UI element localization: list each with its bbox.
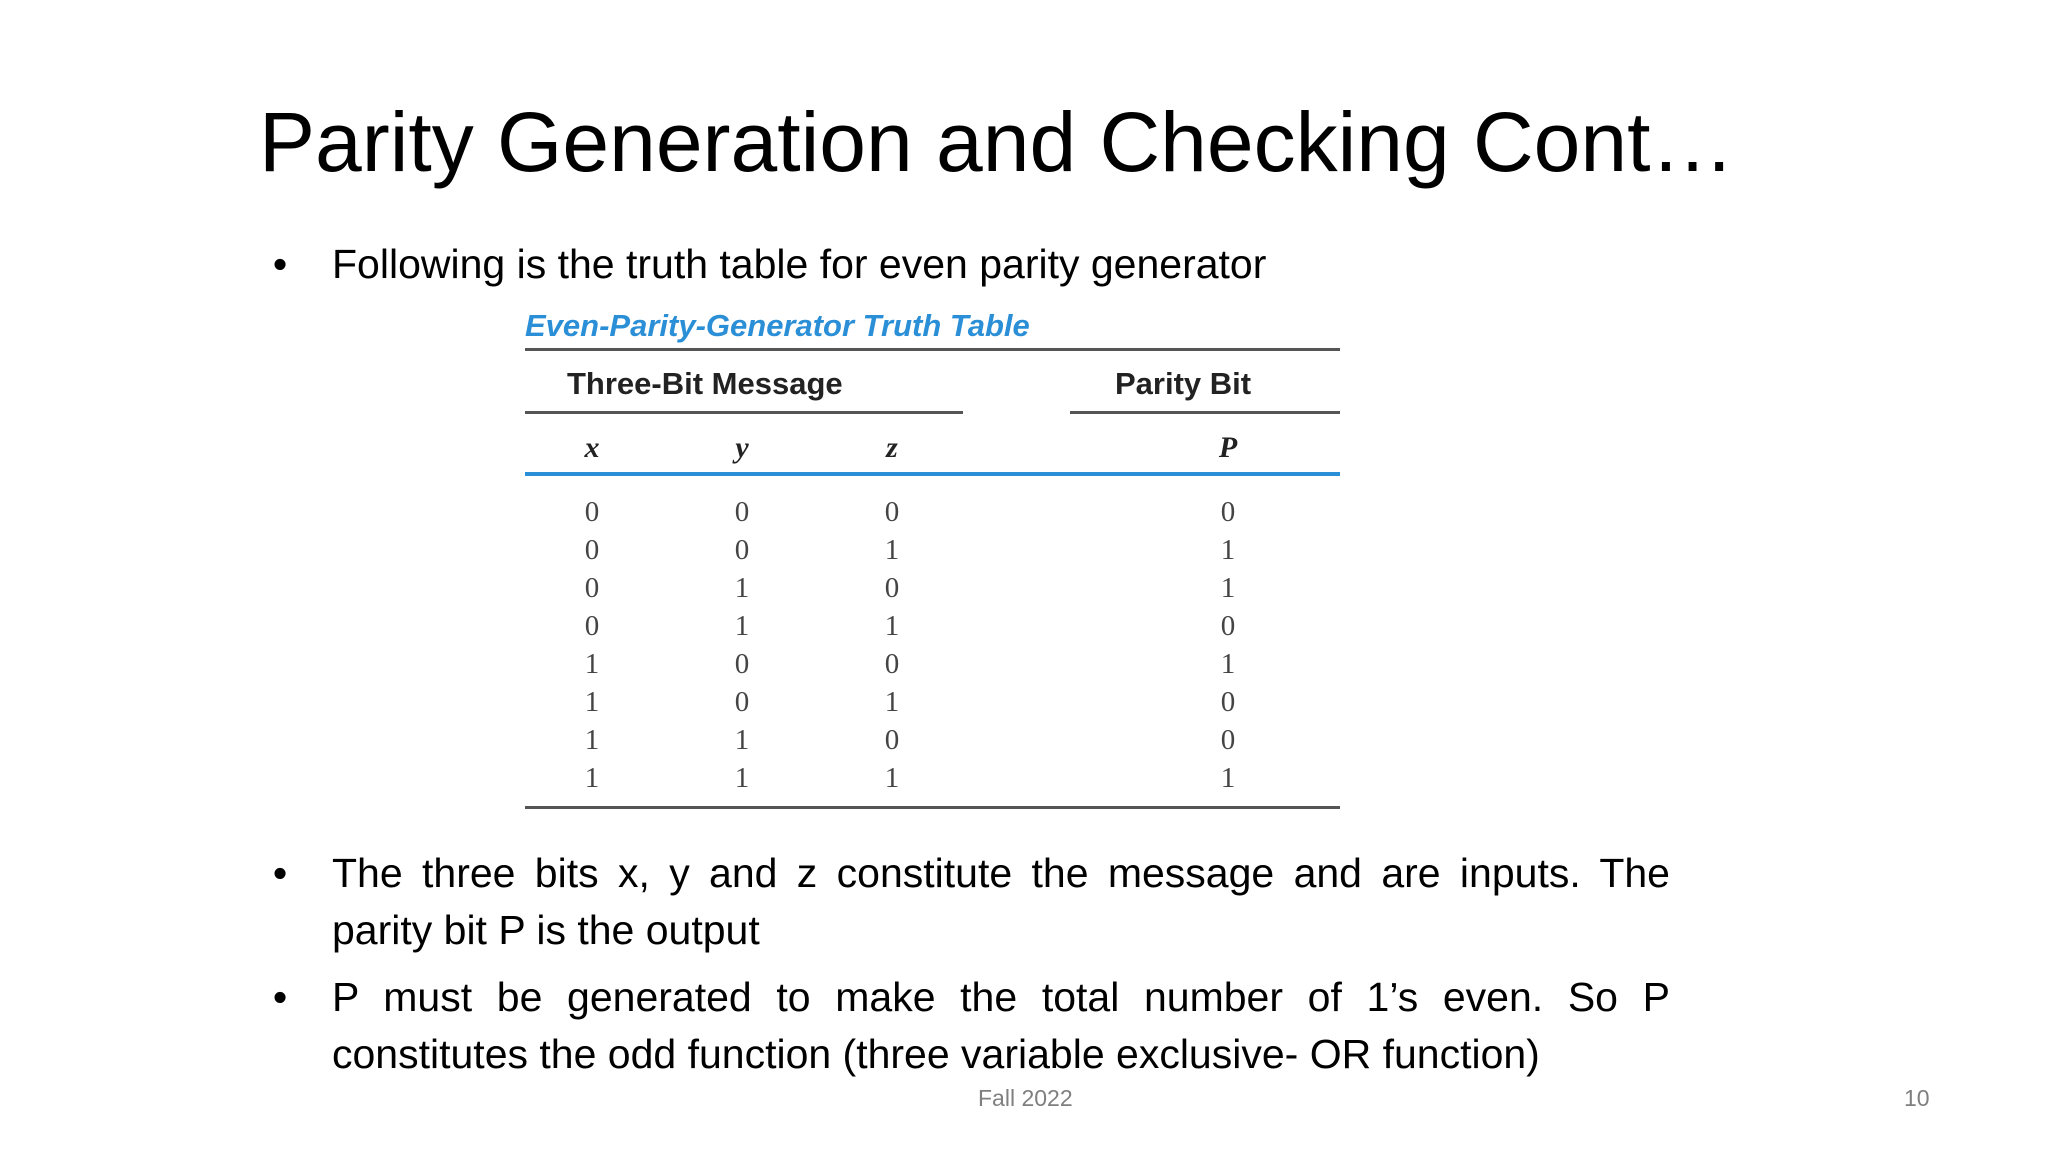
column-header-x: x (584, 431, 600, 464)
slide-number: 10 (1904, 1085, 1930, 1111)
table-cell: 0 (734, 534, 750, 566)
column-header-p: P (1218, 431, 1238, 464)
table-cell: 1 (584, 648, 600, 680)
table-cell: 0 (884, 648, 900, 680)
bullet-text: The three bits x, y and z constitute the message and are inputs. The parity bit P is the output (332, 850, 1670, 953)
bullet-text: P must be generated to make the total number of 1’s even. So P constitutes the odd function (three variable exclusive- OR function) (332, 974, 1670, 1077)
slide-title: Parity Generation and Checking Cont… (259, 95, 1735, 189)
table-cell: 0 (1220, 686, 1236, 718)
column-header-y: y (735, 431, 749, 464)
table-header-rule (525, 472, 1340, 476)
bullet-dot: • (272, 241, 288, 287)
table-cell: 0 (734, 686, 750, 718)
table-cell: 1 (1220, 534, 1236, 566)
table-top-rule (525, 348, 1340, 351)
parity-group-header: Parity Bit (1115, 366, 1252, 401)
table-cell: 0 (1220, 724, 1236, 756)
table-cell: 1 (1220, 648, 1236, 680)
table-cell: 0 (734, 648, 750, 680)
table-cell: 1 (884, 686, 900, 718)
parity-header-rule (1070, 411, 1340, 414)
table-cell: 0 (584, 610, 600, 642)
table-cell: 1 (1220, 572, 1236, 604)
table-cell: 1 (884, 610, 900, 642)
bullet-dot: • (272, 850, 288, 896)
message-header-rule (525, 411, 963, 414)
footer-term: Fall 2022 (978, 1085, 1073, 1111)
table-cell: 0 (884, 572, 900, 604)
truth-table (525, 300, 1340, 820)
table-cell: 0 (584, 496, 600, 528)
table-cell: 1 (734, 572, 750, 604)
table-cell: 0 (1220, 610, 1236, 642)
bullet-text: Following is the truth table for even parity generator (332, 241, 1267, 287)
table-cell: 0 (884, 496, 900, 528)
table-cell: 0 (884, 724, 900, 756)
table-cell: 1 (1220, 762, 1236, 794)
table-cell: 1 (584, 724, 600, 756)
table-cell: 1 (584, 686, 600, 718)
table-cell: 0 (734, 496, 750, 528)
table-cell: 1 (884, 534, 900, 566)
bullet-dot: • (272, 974, 288, 1020)
table-cell: 1 (584, 762, 600, 794)
table-cell: 0 (584, 572, 600, 604)
table-bottom-rule (525, 806, 1340, 809)
table-cell: 1 (734, 762, 750, 794)
column-header-z: z (886, 431, 898, 464)
table-cell: 1 (734, 724, 750, 756)
message-group-header: Three-Bit Message (567, 366, 843, 401)
table-caption: Even-Parity-Generator Truth Table (525, 308, 1030, 343)
table-cell: 0 (584, 534, 600, 566)
table-cell: 1 (734, 610, 750, 642)
table-cell: 0 (1220, 496, 1236, 528)
table-cell: 1 (884, 762, 900, 794)
